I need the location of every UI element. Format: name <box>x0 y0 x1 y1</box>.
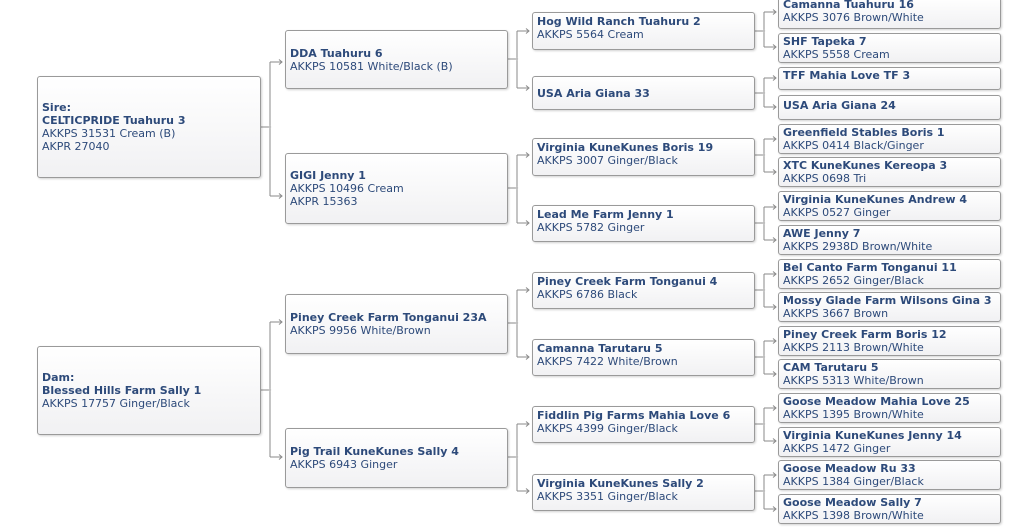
sdd-registration: AKKPS 5782 Ginger <box>537 221 645 234</box>
connector-handle <box>516 456 518 458</box>
dam-registration: AKKPS 17757 Ginger/Black <box>42 397 190 410</box>
connector-handle <box>516 187 518 189</box>
connector-line <box>755 408 776 441</box>
dssd-name: Mossy Glade Farm Wilsons Gina 3 <box>783 294 992 307</box>
ddsd-name: Virginia KuneKunes Jenny 14 <box>783 429 962 442</box>
connector-handle <box>763 490 765 492</box>
sddd-node[interactable] <box>778 225 1001 255</box>
connector-line <box>755 207 776 240</box>
connector-line <box>755 139 776 172</box>
ddss-name: Goose Meadow Mahia Love 25 <box>783 395 970 408</box>
ssss-node[interactable] <box>778 0 1001 29</box>
dsds-registration: AKKPS 2113 Brown/White <box>783 341 924 354</box>
dsss-name: Bel Canto Farm Tonganui 11 <box>783 261 957 274</box>
connector-handle <box>763 30 765 32</box>
ddd-node[interactable] <box>532 474 755 511</box>
dsdd-registration: AKKPS 5313 White/Brown <box>783 374 924 387</box>
connector-line <box>755 341 776 374</box>
dam-sire-registration: AKKPS 9956 White/Brown <box>290 324 431 337</box>
dds-node[interactable] <box>532 406 755 443</box>
ssds-name: TFF Mahia Love TF 3 <box>783 69 911 82</box>
ddd-name: Virginia KuneKunes Sally 2 <box>537 477 704 490</box>
dss-name: Piney Creek Farm Tonganui 4 <box>537 275 718 288</box>
sire-dam-node[interactable] <box>285 153 508 224</box>
dddd-registration: AKKPS 1398 Brown/White <box>783 509 924 522</box>
sire-label: Sire: <box>42 101 71 114</box>
connector-handle <box>763 154 765 156</box>
dsds-node[interactable] <box>778 326 1001 356</box>
connector-handle <box>269 126 271 128</box>
ddss-registration: AKKPS 1395 Brown/White <box>783 408 924 421</box>
dsdd-node[interactable] <box>778 359 1001 389</box>
dddd-name: Goose Meadow Sally 7 <box>783 496 922 509</box>
sss-node[interactable] <box>532 12 755 50</box>
ddds-name: Goose Meadow Ru 33 <box>783 462 916 475</box>
ssd-name: USA Aria Giana 33 <box>537 86 650 100</box>
dsss-node[interactable] <box>778 259 1001 289</box>
sire-sire-node[interactable] <box>285 30 508 89</box>
sire-dam-registration: AKKPS 10496 Cream <box>290 182 404 195</box>
sssd-name: SHF Tapeka 7 <box>783 35 867 48</box>
ddds-node[interactable] <box>778 460 1001 490</box>
dam-sire-node[interactable] <box>285 294 508 354</box>
sdds-registration: AKKPS 0527 Ginger <box>783 206 891 219</box>
ddss-node[interactable] <box>778 393 1001 423</box>
connector-handle <box>763 289 765 291</box>
dam-node[interactable] <box>37 346 261 435</box>
sdsd-node[interactable] <box>778 157 1001 187</box>
connector-handle <box>763 356 765 358</box>
ssss-name: Camanna Tuahuru 16 <box>783 0 914 11</box>
dss-registration: AKKPS 6786 Black <box>537 288 638 301</box>
connector-handle <box>516 58 518 60</box>
connector-line <box>508 31 529 88</box>
dss-node[interactable] <box>532 272 755 309</box>
ddd-registration: AKKPS 3351 Ginger/Black <box>537 490 678 503</box>
sire-sire-registration: AKKPS 10581 White/Black (B) <box>290 59 453 73</box>
dssd-registration: AKKPS 3667 Brown <box>783 307 889 320</box>
connector-line <box>508 155 529 223</box>
dsd-node[interactable] <box>532 339 755 376</box>
sss-registration: AKKPS 5564 Cream <box>537 28 644 41</box>
connector-line <box>508 424 529 491</box>
dsd-registration: AKKPS 7422 White/Brown <box>537 355 678 368</box>
ddds-registration: AKKPS 1384 Ginger/Black <box>783 475 924 488</box>
connector-line <box>261 322 282 457</box>
ssds-node[interactable] <box>778 67 1001 90</box>
ssdd-name: USA Aria Giana 24 <box>783 99 896 112</box>
connector-handle <box>516 322 518 324</box>
sdds-name: Virginia KuneKunes Andrew 4 <box>783 193 968 206</box>
ssd-node[interactable] <box>532 76 755 110</box>
sire-dam-name: GIGI Jenny 1 <box>290 169 366 182</box>
dds-name: Fiddlin Pig Farms Mahia Love 6 <box>537 409 731 422</box>
connector-line <box>755 274 776 307</box>
sire-registration-akpr: AKPR 27040 <box>42 140 110 153</box>
sdss-name: Greenfield Stables Boris 1 <box>783 126 945 139</box>
dam-dam-node[interactable] <box>285 428 508 488</box>
sssd-registration: AKKPS 5558 Cream <box>783 48 890 61</box>
ddsd-node[interactable] <box>778 427 1001 457</box>
dam-label: Dam: <box>42 371 75 384</box>
sire-registration: AKKPS 31531 Cream (B) <box>42 127 176 140</box>
ddsd-registration: AKKPS 1472 Ginger <box>783 442 891 455</box>
dam-sire-name: Piney Creek Farm Tonganui 23A <box>290 311 487 324</box>
ssdd-node[interactable] <box>778 95 1001 120</box>
connector-handle <box>763 92 765 94</box>
sdsd-name: XTC KuneKunes Kereopa 3 <box>783 159 948 172</box>
sire-dam-registration-akpr: AKPR 15363 <box>290 195 358 208</box>
connector-line <box>261 62 282 196</box>
sddd-registration: AKKPS 2938D Brown/White <box>783 240 933 253</box>
sddd-name: AWE Jenny 7 <box>783 227 861 240</box>
dam-name: Blessed Hills Farm Sally 1 <box>42 384 202 397</box>
dam-dam-registration: AKKPS 6943 Ginger <box>290 458 398 471</box>
connector-line <box>755 475 776 509</box>
connector-line <box>508 290 529 357</box>
connector-handle <box>763 423 765 425</box>
sdsd-registration: AKKPS 0698 Tri <box>783 172 867 185</box>
sdd-name: Lead Me Farm Jenny 1 <box>537 208 674 221</box>
connector-line <box>755 78 776 107</box>
sds-name: Virginia KuneKunes Boris 19 <box>537 141 714 154</box>
sds-registration: AKKPS 3007 Ginger/Black <box>537 154 678 167</box>
dssd-node[interactable] <box>778 292 1001 322</box>
sire-name: CELTICPRIDE Tuahuru 3 <box>42 114 186 127</box>
sss-name: Hog Wild Ranch Tuahuru 2 <box>537 15 701 28</box>
sdd-node[interactable] <box>532 205 755 242</box>
sire-sire-name: DDA Tuahuru 6 <box>290 46 383 60</box>
sdds-node[interactable] <box>778 191 1001 221</box>
dsss-registration: AKKPS 2652 Ginger/Black <box>783 274 924 287</box>
sssd-node[interactable] <box>778 33 1001 63</box>
connector-line <box>755 12 776 47</box>
connector-handle <box>763 222 765 224</box>
sds-node[interactable] <box>532 138 755 176</box>
sdss-node[interactable] <box>778 124 1001 154</box>
dds-registration: AKKPS 4399 Ginger/Black <box>537 422 678 435</box>
ssss-registration: AKKPS 3076 Brown/White <box>783 11 924 24</box>
dsds-name: Piney Creek Farm Boris 12 <box>783 328 947 341</box>
sdss-registration: AKKPS 0414 Black/Ginger <box>783 139 924 152</box>
dam-dam-name: Pig Trail KuneKunes Sally 4 <box>290 445 459 458</box>
dddd-node[interactable] <box>778 494 1001 524</box>
connector-handle <box>269 389 271 391</box>
sire-node[interactable] <box>37 76 261 178</box>
dsd-name: Camanna Tarutaru 5 <box>537 342 663 355</box>
dsdd-name: CAM Tarutaru 5 <box>783 361 879 374</box>
